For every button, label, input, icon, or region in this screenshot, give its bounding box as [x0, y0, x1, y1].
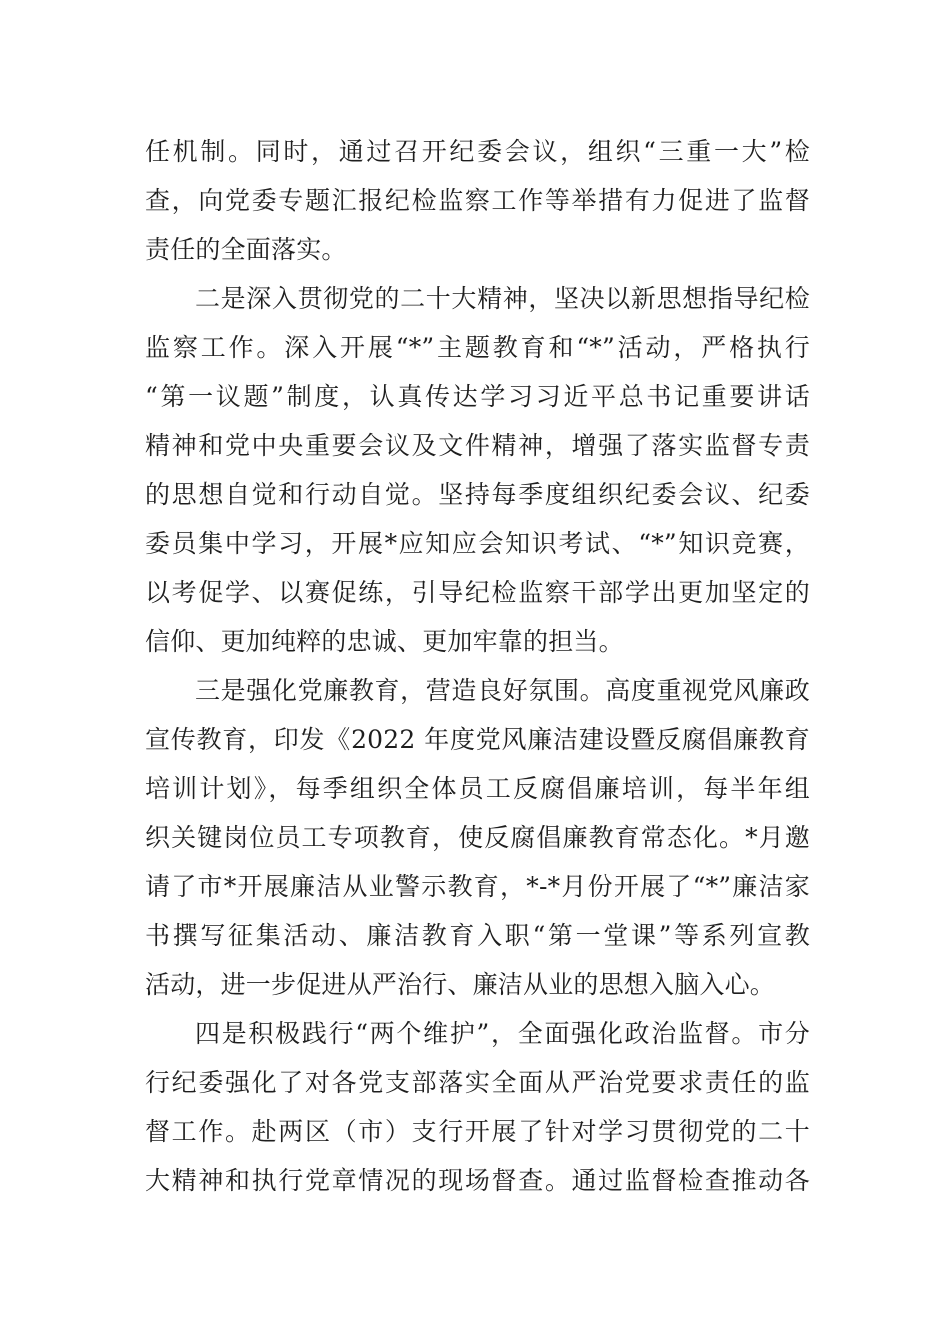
text-line-3: 责任的全面落实。: [145, 235, 347, 264]
text-line-18: 活动，进一步促进从严治行、廉洁从业的思想入脑入心。: [145, 970, 776, 999]
text-line-17: 书撰写征集活动、廉洁教育入职“第一堂课”等系列宣教: [145, 921, 810, 950]
text-line-9: 委员集中学习，开展*应知应会知识考试、“*”知识竞赛，: [145, 529, 810, 558]
text-line-11: 信仰、更加纯粹的忠诚、更加牢靠的担当。: [145, 627, 624, 656]
text-line-15: 织关键岗位员工专项教育，使反腐倡廉教育常态化。*月邀: [145, 823, 810, 852]
paragraph-4-line-1: 四是积极践行“两个维护”，全面强化政治监督。市分: [195, 1019, 810, 1048]
text-line-7: 精神和党中央重要会议及文件精神，增强了落实监督专责: [145, 431, 810, 460]
text-line-5: 监察工作。深入开展“*”主题教育和“*”活动，严格执行: [145, 333, 810, 362]
text-line-10: 以考促学、以赛促练，引导纪检监察干部学出更加坚定的: [145, 578, 810, 607]
text-line-13: 宣传教育，印发《2022 年度党风廉洁建设暨反腐倡廉教育: [145, 725, 810, 754]
text-line-22: 大精神和执行党章情况的现场督查。通过监督检查推动各: [145, 1166, 810, 1195]
text-line-1: 任机制。同时，通过召开纪委会议，组织“三重一大”检: [145, 137, 810, 166]
text-line-14: 培训计划》，每季组织全体员工反腐倡廉培训，每半年组: [145, 774, 810, 803]
text-line-6: “第一议题”制度，认真传达学习习近平总书记重要讲话: [145, 382, 810, 411]
text-line-20: 行纪委强化了对各党支部落实全面从严治党要求责任的监: [145, 1068, 810, 1097]
text-line-8: 的思想自觉和行动自觉。坚持每季度组织纪委会议、纪委: [145, 480, 810, 509]
paragraph-3-line-1: 三是强化党廉教育，营造良好氛围。高度重视党风廉政: [195, 676, 810, 705]
paragraph-2-line-1: 二是深入贯彻党的二十大精神，坚决以新思想指导纪检: [195, 284, 810, 313]
text-line-21: 督工作。赴两区（市）支行开展了针对学习贯彻党的二十: [145, 1117, 810, 1146]
text-line-16: 请了市*开展廉洁从业警示教育，*-*月份开展了“*”廉洁家: [145, 872, 810, 901]
text-line-2: 查，向党委专题汇报纪检监察工作等举措有力促进了监督: [145, 186, 810, 215]
